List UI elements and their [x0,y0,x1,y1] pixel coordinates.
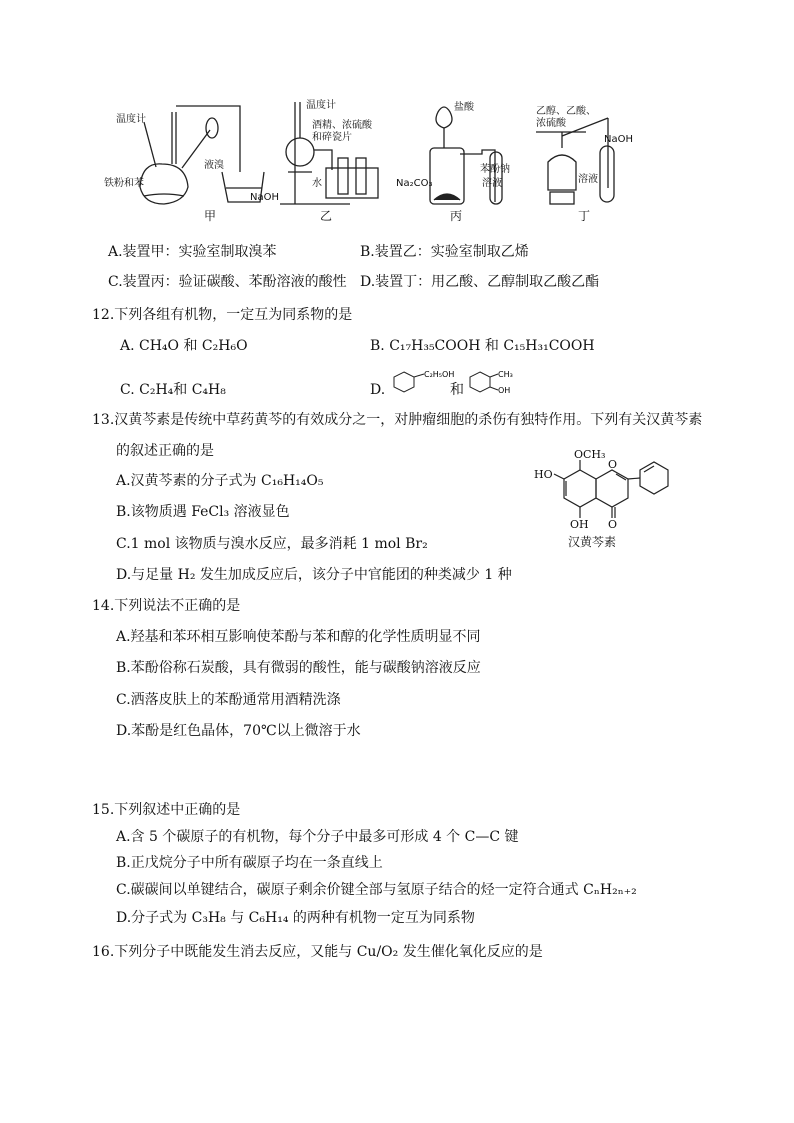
wogonin-ho: HO [534,468,553,481]
label-jia-bromine: 液溴 [204,160,224,171]
q12-d-mol2-label-a: CH₃ [498,370,513,379]
q11-option-c: C.装置丙：验证碳酸、苯酚溶液的酸性 [108,274,347,290]
q13-option-d: D.与足量 H₂ 发生加成反应后，该分子中官能团的种类减少 1 种 [116,567,512,583]
q14-stem: 14.下列说法不正确的是 [92,598,241,614]
label-ding-naoh-2: 溶液 [578,174,598,185]
q13-stem-2: 的叙述正确的是 [116,443,214,459]
q15-option-c: C.碳碳间以单键结合，碳原子剩余价键全部与氢原子结合的烃一定符合通式 CₙH₂ₙ₊₂ [116,882,637,898]
caption-ding: 丁 [578,209,591,223]
label-yi-reagents-2: 和碎瓷片 [312,132,352,143]
q12-option-a: A. CH₄O 和 C₂H₆O [120,338,248,354]
q12-d-prefix: D. [370,382,386,398]
label-ding-naoh-1: NaOH [604,134,633,145]
wogonin-och3: OCH₃ [574,448,606,461]
label-bing-phenolate-2: 溶液 [482,178,502,189]
wogonin-ring-o: O [608,458,618,471]
q12-d-and: 和 [450,382,464,398]
q15-option-d: D.分子式为 C₃H₈ 与 C₆H₁₄ 的两种有机物一定互为同系物 [116,910,475,926]
q13-option-c: C.1 mol 该物质与溴水反应，最多消耗 1 mol Br₂ [116,536,428,552]
q16-stem: 16.下列分子中既能发生消去反应，又能与 Cu/O₂ 发生催化氧化反应的是 [92,944,543,960]
caption-jia: 甲 [204,209,217,223]
q14-option-b: B.苯酚俗称石炭酸，具有微弱的酸性，能与碳酸钠溶液反应 [116,660,481,676]
wogonin-name: 汉黄芩素 [568,535,617,549]
label-bing-na2co3: Na₂CO₃ [396,178,433,189]
q14-option-c: C.洒落皮肤上的苯酚通常用酒精洗涤 [116,692,341,708]
q15-option-a: A.含 5 个碳原子的有机物，每个分子中最多可形成 4 个 C—C 键 [116,829,519,845]
label-bing-hcl: 盐酸 [454,102,474,113]
apparatus-drawings [100,92,660,232]
q13-option-a: A.汉黄芩素的分子式为 C₁₆H₁₄O₅ [116,473,324,489]
q11-option-a: A.装置甲：实验室制取溴苯 [108,244,277,260]
q13-option-b: B.该物质遇 FeCl₃ 溶液显色 [116,504,290,520]
label-yi-thermometer: 温度计 [306,100,336,111]
wogonin-drawing [530,448,670,558]
label-jia-thermometer: 温度计 [116,114,146,125]
q15-option-b: B.正戊烷分子中所有碳原子均在一条直线上 [116,855,383,871]
q14-option-d: D.苯酚是红色晶体，70℃以上微溶于水 [116,723,361,739]
label-ding-reagents-2: 浓硫酸 [536,118,566,129]
label-jia-naoh: NaOH [250,192,279,203]
wogonin-oh: OH [570,518,589,531]
q11-option-d: D.装置丁：用乙酸、乙醇制取乙酸乙酯 [360,274,600,290]
q12-d-mol2 [468,368,528,396]
apparatus-figure [100,92,660,232]
label-yi-reagents-1: 酒精、浓硫酸 [312,120,372,131]
label-jia-fe: 铁粉和苯 [104,178,144,189]
wogonin-ketone-o: O [608,518,618,531]
caption-yi: 乙 [320,209,333,223]
q12-option-b: B. C₁₇H₃₅COOH 和 C₁₅H₃₁COOH [370,338,595,354]
q12-option-c: C. C₂H₄和 C₄H₈ [120,382,226,398]
wogonin-structure [530,448,670,558]
q13-stem-1: 13.汉黄芩素是传统中草药黄芩的有效成分之一，对肿瘤细胞的杀伤有独特作用。下列有关汉黄芩素 [92,412,703,428]
label-yi-water: 水 [312,178,322,189]
q12-stem: 12.下列各组有机物，一定互为同系物的是 [92,307,353,323]
label-bing-phenolate-1: 苯酚钠 [480,164,510,175]
q12-d-mol2-label-b: OH [498,386,511,395]
label-ding-reagents-1: 乙醇、乙酸、 [536,106,596,117]
q12-d-mol1-label: C₂H₅OH [424,370,455,379]
q11-option-b: B.装置乙：实验室制取乙烯 [360,244,529,260]
q15-stem: 15.下列叙述中正确的是 [92,802,241,818]
q14-option-a: A.羟基和苯环相互影响使苯酚与苯和醇的化学性质明显不同 [116,629,481,645]
caption-bing: 丙 [450,209,463,223]
